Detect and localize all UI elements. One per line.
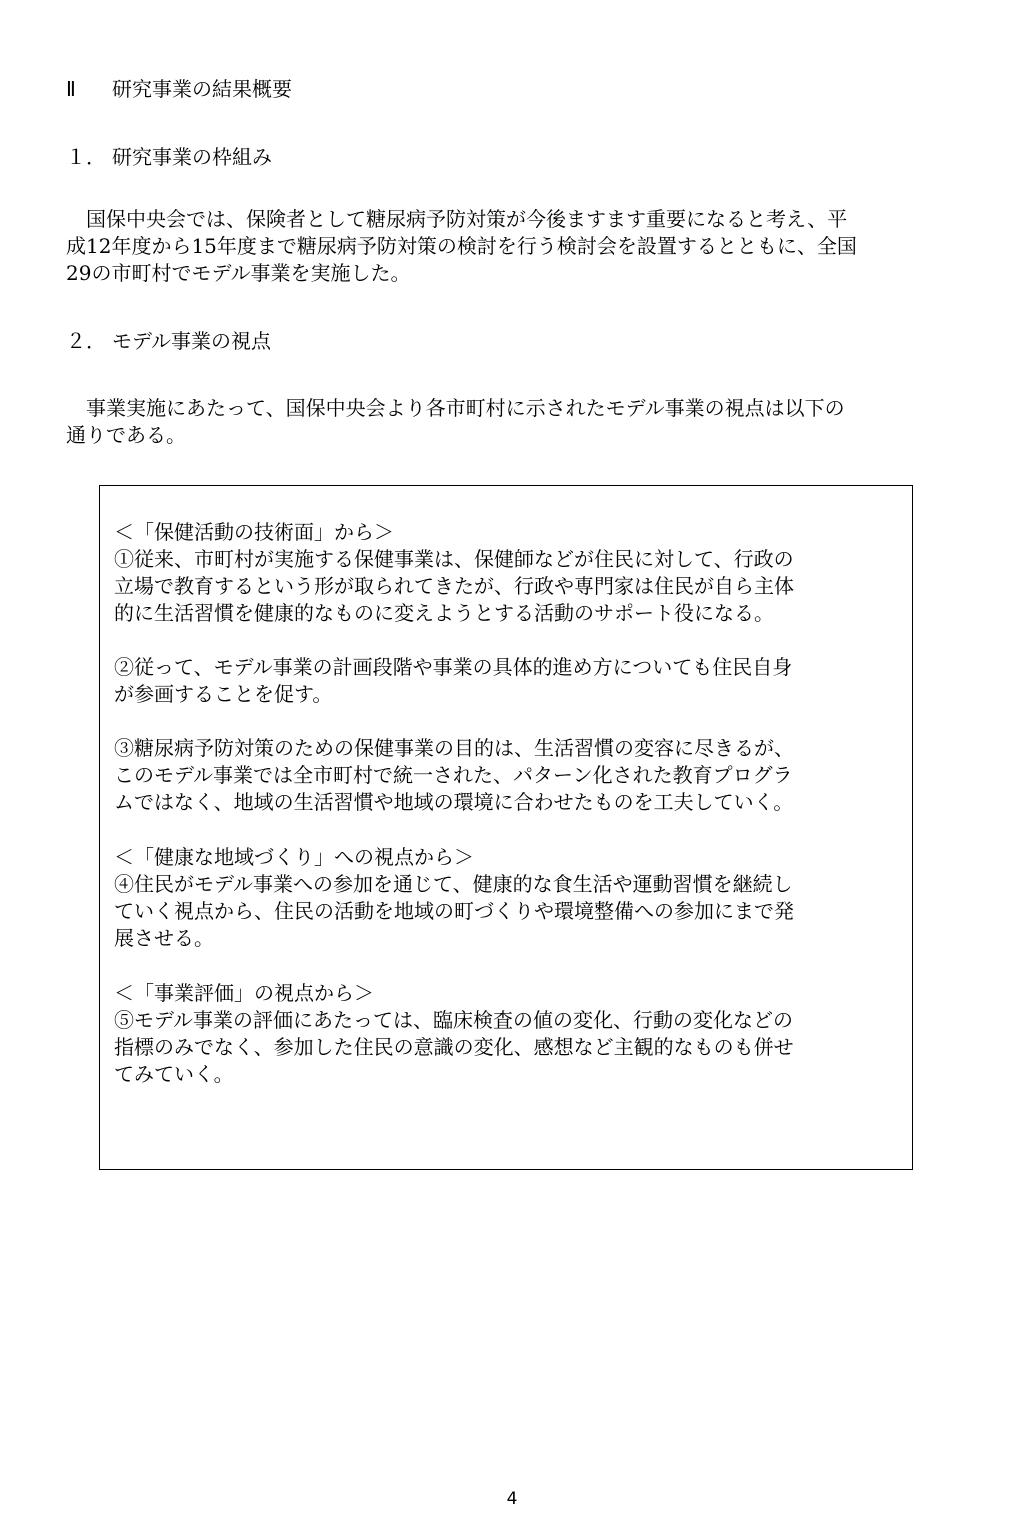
paragraph-line: 成12年度から15年度まで糖尿病予防対策の検討を行う検討会を設置するとともに、全国 [66, 234, 857, 258]
subsection-2-paragraph [66, 395, 956, 449]
item-line: 的に生活習慣を健康的なものに変えようとする活動のサポート役になる。 [114, 601, 774, 625]
subsection-1-paragraph [66, 206, 956, 287]
spacer [114, 816, 894, 843]
subsection-2-title: モデル事業の視点 [112, 329, 271, 353]
item-line: ②従って、モデル事業の計画段階や事業の具体的進め方についても住民自身 [114, 655, 793, 679]
subsection-2-heading [66, 327, 271, 355]
section-heading [66, 75, 292, 103]
item-line: ムではなく、地域の生活習慣や地域の環境に合わせたものを工夫していく。 [114, 790, 794, 814]
item-line: ③糖尿病予防対策のための保健事業の目的は、生活習慣の変容に尽きるが、 [114, 736, 794, 760]
item-line: このモデル事業では全市町村で統一された、パターン化された教育プログラ [114, 763, 793, 787]
item-line: 指標のみでなく、参加した住民の意識の変化、感想など主観的なものも併せ [114, 1035, 794, 1059]
item-line: てみていく。 [114, 1062, 234, 1086]
section-title: 研究事業の結果概要 [112, 77, 292, 101]
item-line: ④住民がモデル事業への参加を通じて、健康的な食生活や運動習慣を継続し [114, 872, 793, 896]
viewpoint-item-3 [114, 735, 894, 816]
viewpoint-item-1 [114, 546, 894, 627]
spacer [114, 708, 894, 735]
spacer [114, 627, 894, 654]
spacer [114, 952, 894, 979]
paragraph-line: 29の市町村でモデル事業を実施した。 [66, 261, 411, 285]
paragraph-line: 事業実施にあたって、国保中央会より各市町村に示されたモデル事業の視点は以下の [86, 396, 845, 420]
box-heading-technical: ＜「保健活動の技術面」から＞ [114, 520, 394, 544]
subsection-1-title: 研究事業の枠組み [112, 145, 272, 169]
paragraph-line: 通りである。 [66, 423, 186, 447]
box-heading-community: ＜「健康な地域づくり」への視点から＞ [114, 845, 474, 869]
page-number: 4 [506, 1489, 518, 1509]
paragraph-line: 国保中央会では、保険者として糖尿病予防対策が今後ますます重要になると考え、平 [86, 207, 848, 231]
item-line: ⑤モデル事業の評価にあたっては、臨床検査の値の変化、行動の変化などの [114, 1008, 793, 1032]
subsection-1-heading [66, 143, 272, 171]
box-heading-evaluation: ＜「事業評価」の視点から＞ [114, 981, 374, 1005]
viewpoint-item-4 [114, 871, 894, 952]
viewpoint-item-5 [114, 1007, 894, 1088]
subsection-2-number: ２． [66, 329, 106, 353]
item-line: 立場で教育するという形が取られてきたが、行政や専門家は住民が自ら主体 [114, 574, 794, 598]
viewpoint-item-2 [114, 654, 894, 708]
item-line: ていく視点から、住民の活動を地域の町づくりや環境整備への参加にまで発 [114, 899, 794, 923]
item-line: が参画することを促す。 [114, 682, 333, 706]
item-line: 展させる。 [114, 926, 214, 950]
subsection-1-number: １． [66, 145, 106, 169]
viewpoints-box [99, 485, 913, 1170]
section-numeral: Ⅱ [66, 77, 76, 101]
item-line: ①従来、市町村が実施する保健事業は、保健師などが住民に対して、行政の [114, 547, 794, 571]
